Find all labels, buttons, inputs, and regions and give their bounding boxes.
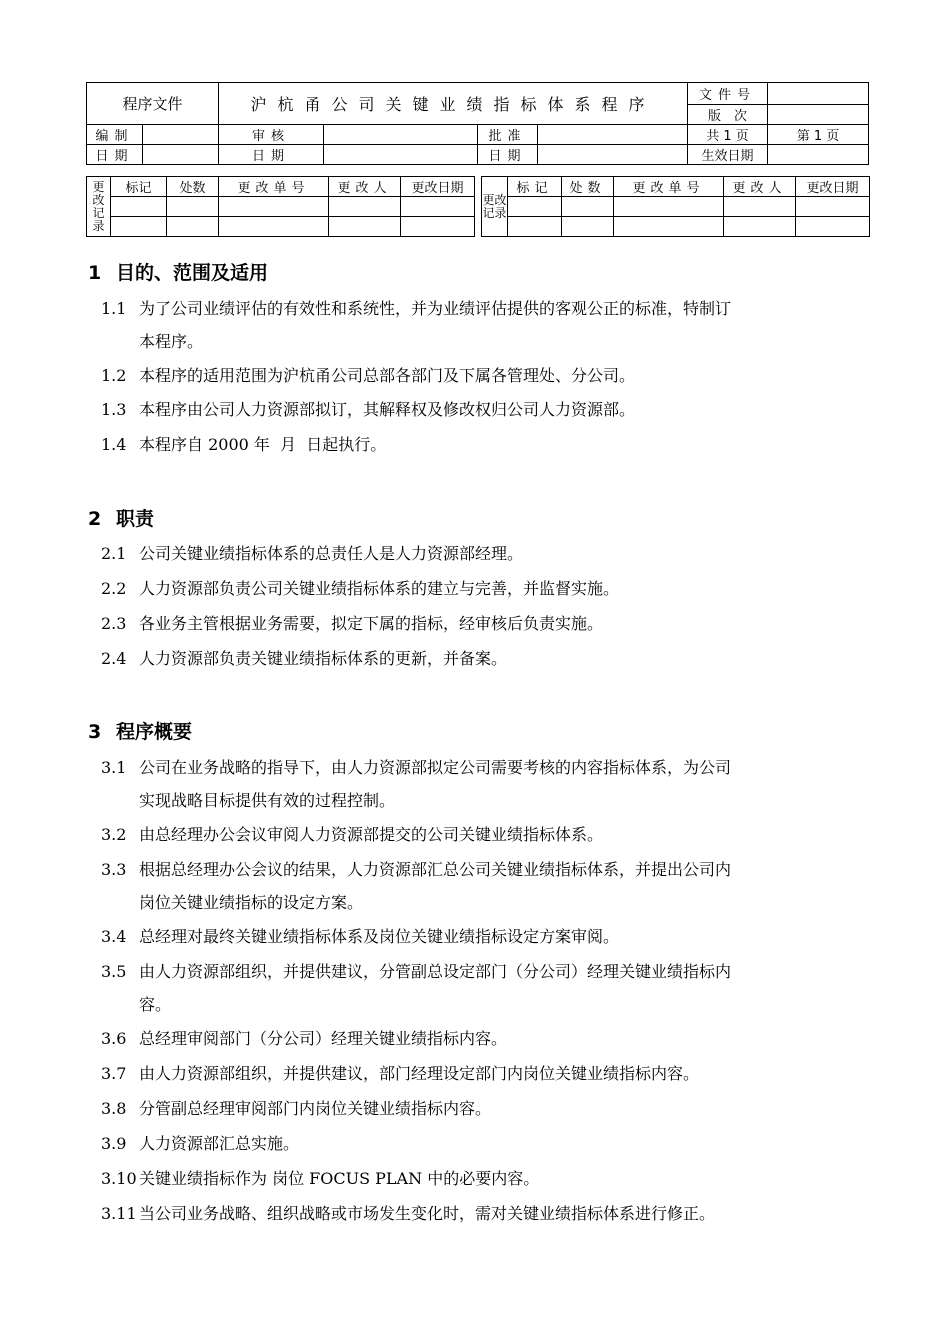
item-text: 由人力资源部组织，并提供建议，部门经理设定部门内岗位关键业绩指标内容。	[139, 1064, 700, 1083]
effective-date-label: 生效日期	[688, 145, 768, 165]
review-date-value	[324, 145, 478, 165]
list-item	[101, 1162, 861, 1195]
item-text-continued: 容。	[139, 995, 172, 1014]
review-label: 审核	[219, 125, 324, 145]
section-title: 程序概要	[116, 721, 193, 743]
compile-value	[143, 125, 219, 145]
col-count: 处数	[167, 177, 219, 197]
section-title: 目的、范围及适用	[116, 262, 269, 284]
col-changer: 更改人	[724, 177, 796, 197]
list-item	[101, 955, 861, 1021]
item-text: 人力资源部负责关键业绩指标体系的更新，并备案。	[139, 649, 508, 668]
list-item	[101, 1022, 861, 1055]
list-item	[101, 572, 861, 605]
item-number: 2.4	[101, 649, 127, 668]
item-text: 人力资源部汇总实施。	[139, 1134, 300, 1153]
review-date-label: 日期	[219, 145, 324, 165]
list-item	[101, 607, 861, 640]
list-item	[101, 537, 861, 570]
list-item	[101, 393, 861, 426]
table-row	[482, 197, 870, 217]
item-number: 2.1	[101, 544, 127, 563]
item-number: 3.11	[101, 1204, 137, 1223]
item-number: 3.7	[101, 1064, 127, 1083]
section-heading	[88, 258, 268, 285]
item-text: 本程序由公司人力资源部拟订，其解释权及修改权归公司人力资源部。	[139, 400, 636, 419]
list-item	[101, 920, 861, 953]
item-text: 本程序的适用范围为沪杭甬公司总部各部门及下属各管理处、分公司。	[139, 366, 636, 385]
item-text: 总经理对最终关键业绩指标体系及岗位关键业绩指标设定方案审阅。	[139, 927, 620, 946]
item-number: 3.1	[101, 758, 127, 777]
compile-date-label: 日期	[87, 145, 143, 165]
item-text: 由总经理办公会议审阅人力资源部提交的公司关键业绩指标体系。	[139, 825, 604, 844]
section-title: 职责	[116, 508, 155, 530]
col-change-date: 更改日期	[401, 177, 475, 197]
item-number: 1.4	[101, 435, 127, 454]
list-item	[101, 642, 861, 675]
file-no-label: 文件号	[688, 83, 768, 105]
version-label: 版 次	[688, 105, 768, 125]
item-number: 3.3	[101, 860, 127, 879]
item-text: 总经理审阅部门（分公司）经理关键业绩指标内容。	[139, 1029, 508, 1048]
item-text: 公司在业务战略的指导下，由人力资源部拟定公司需要考核的内容指标体系，为公司	[139, 758, 732, 777]
item-number: 2.3	[101, 614, 127, 633]
list-item	[101, 1057, 861, 1090]
list-item	[101, 359, 861, 392]
item-text: 人力资源部负责公司关键业绩指标体系的建立与完善，并监督实施。	[139, 579, 620, 598]
col-mark: 标记	[508, 177, 562, 197]
list-item	[101, 818, 861, 851]
section-number: 1	[88, 262, 102, 284]
item-text: 本程序自 2000 年 月 日起执行。	[139, 435, 387, 454]
table-row	[482, 217, 870, 237]
approve-date-value	[538, 145, 688, 165]
total-pages: 共 1 页	[688, 125, 768, 145]
table-row	[87, 217, 475, 237]
section-heading	[88, 717, 192, 744]
item-number: 3.8	[101, 1099, 127, 1118]
list-item	[101, 853, 861, 919]
list-item	[101, 1197, 861, 1230]
section-heading	[88, 504, 154, 531]
page-number: 第 1 页	[768, 125, 869, 145]
item-text-continued: 实现战略目标提供有效的过程控制。	[139, 791, 396, 810]
compile-label: 编制	[87, 125, 143, 145]
col-changer: 更改人	[329, 177, 401, 197]
item-text-continued: 本程序。	[139, 332, 204, 351]
col-mark: 标记	[111, 177, 167, 197]
review-value	[324, 125, 478, 145]
item-text: 由人力资源部组织，并提供建议，分管副总设定部门（分公司）经理关键业绩指标内	[139, 962, 732, 981]
item-number: 3.2	[101, 825, 127, 844]
effective-date-value	[768, 145, 869, 165]
doc-type-label: 程序文件	[87, 83, 219, 125]
list-item	[101, 1092, 861, 1125]
item-number: 3.10	[101, 1169, 137, 1188]
document-header-table	[86, 82, 869, 165]
section-number: 2	[88, 508, 102, 530]
change-record-side-label: 更改记录	[482, 177, 508, 237]
col-change-order: 更改单号	[614, 177, 724, 197]
item-text: 关键业绩指标作为 岗位 FOCUS PLAN 中的必要内容。	[139, 1169, 540, 1188]
item-number: 1.1	[101, 299, 127, 318]
list-item	[101, 428, 861, 461]
item-number: 3.9	[101, 1134, 127, 1153]
approve-date-label: 日期	[478, 145, 538, 165]
change-record-side-label: 更改记录	[87, 177, 111, 237]
file-no-value	[768, 83, 869, 105]
item-text-continued: 岗位关键业绩指标的设定方案。	[139, 893, 364, 912]
item-number: 2.2	[101, 579, 127, 598]
list-item	[101, 292, 861, 358]
section-number: 3	[88, 721, 102, 743]
item-number: 3.5	[101, 962, 127, 981]
list-item	[101, 1127, 861, 1160]
item-text: 各业务主管根据业务需要，拟定下属的指标，经审核后负责实施。	[139, 614, 604, 633]
item-number: 1.3	[101, 400, 127, 419]
item-number: 1.2	[101, 366, 127, 385]
col-change-order: 更改单号	[219, 177, 329, 197]
item-number: 3.4	[101, 927, 127, 946]
change-record-table-left	[86, 176, 475, 237]
compile-date-value	[143, 145, 219, 165]
col-change-date: 更改日期	[796, 177, 870, 197]
document-title: 沪杭甬公司关键业绩指标体系程序	[219, 83, 688, 125]
item-text: 分管副总经理审阅部门内岗位关键业绩指标内容。	[139, 1099, 492, 1118]
version-value	[768, 105, 869, 125]
change-record-table-right	[481, 176, 870, 237]
item-text: 当公司业务战略、组织战略或市场发生变化时，需对关键业绩指标体系进行修正。	[139, 1204, 716, 1223]
approve-value	[538, 125, 688, 145]
item-text: 为了公司业绩评估的有效性和系统性，并为业绩评估提供的客观公正的标准，特制订	[139, 299, 732, 318]
item-text: 根据总经理办公会议的结果，人力资源部汇总公司关键业绩指标体系，并提出公司内	[139, 860, 732, 879]
item-text: 公司关键业绩指标体系的总责任人是人力资源部经理。	[139, 544, 524, 563]
item-number: 3.6	[101, 1029, 127, 1048]
approve-label: 批准	[478, 125, 538, 145]
col-count: 处数	[562, 177, 614, 197]
table-row	[87, 197, 475, 217]
list-item	[101, 751, 861, 817]
